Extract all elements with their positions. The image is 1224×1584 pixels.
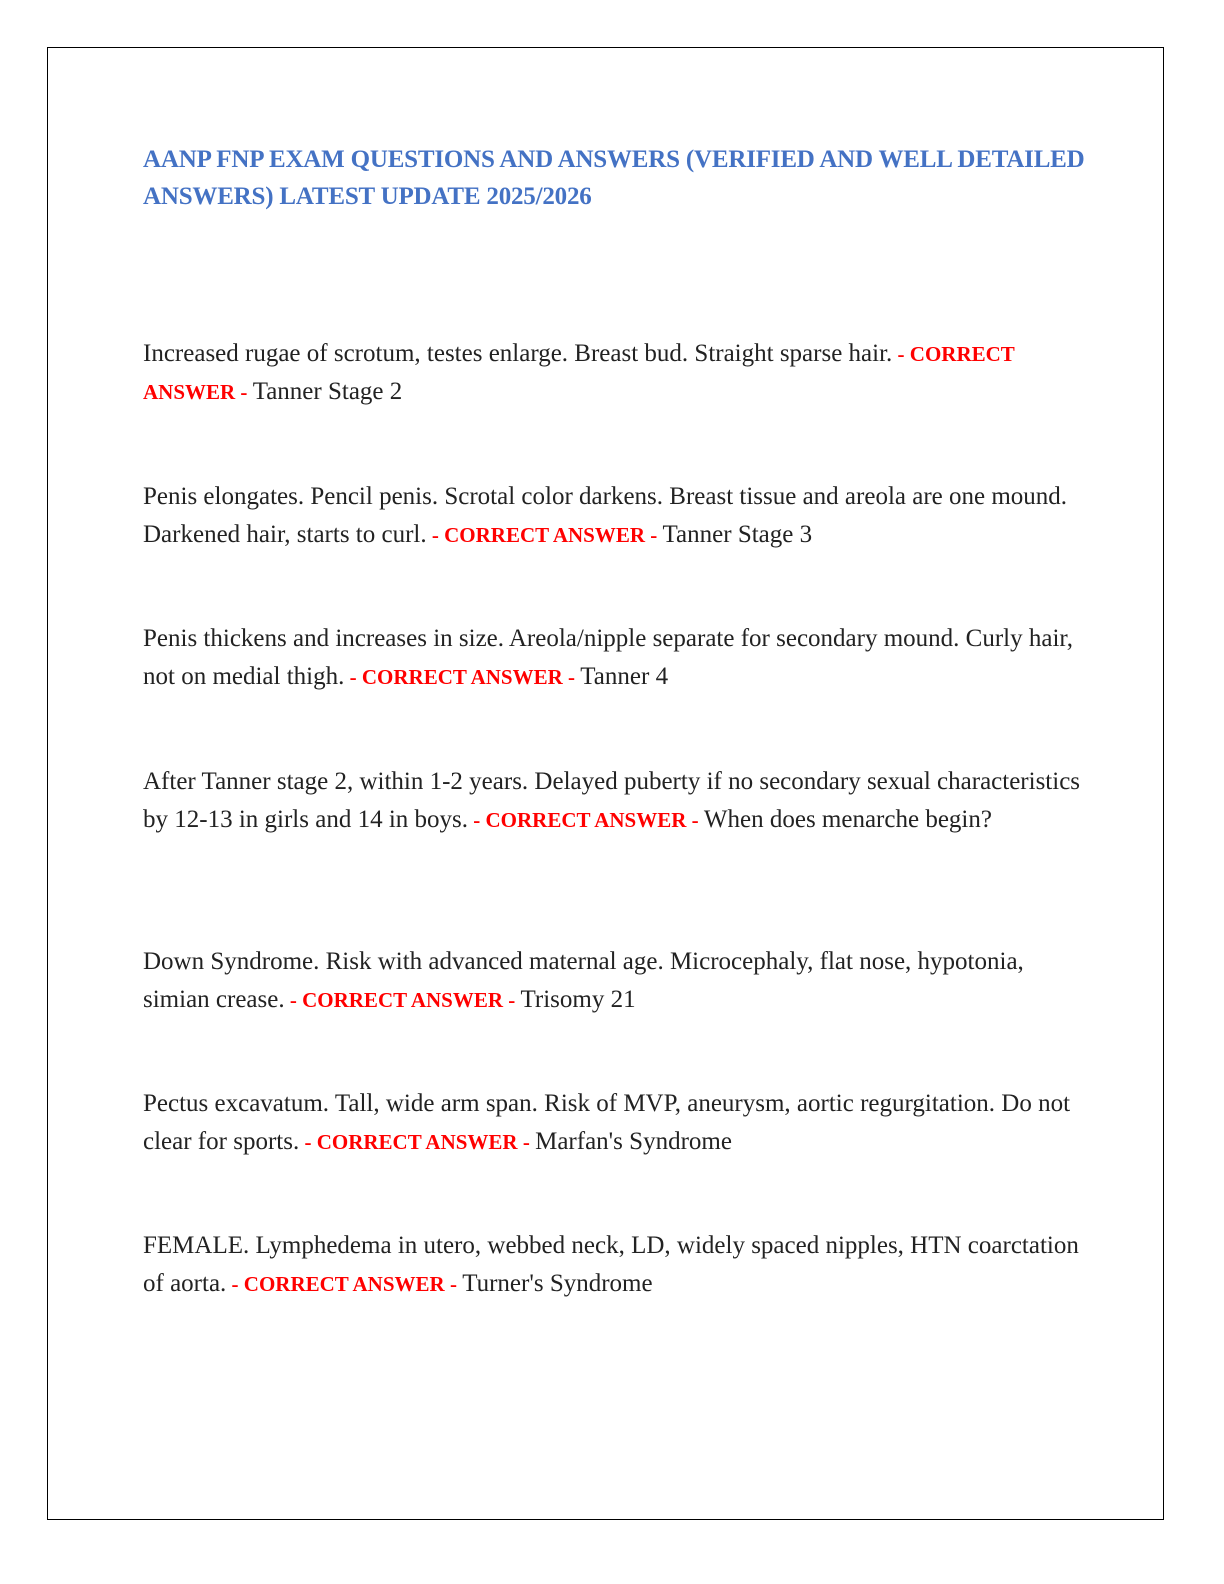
qa-item-7 [143,1227,1083,1303]
question-text: Down Syndrome. Risk with advanced maternal age. Microcephaly, flat nose, hypotonia, simian crease. [143,948,1024,1013]
question-text: Pectus excavatum. Tall, wide arm span. Risk of MVP, aneurysm, aortic regurgitation. Do not clear for sports. [143,1090,1071,1155]
qa-item-5 [143,943,1083,1019]
correct-answer-label: - CORRECT ANSWER - [426,523,663,547]
qa-item-4 [143,763,1083,839]
question-text: Penis thickens and increases in size. Areola/nipple separate for secondary mound. Curly hair, not on medial thigh. [143,625,1073,690]
correct-answer-label: - CORRECT ANSWER - [143,342,1015,404]
correct-answer-label: - CORRECT ANSWER - [299,1130,536,1154]
qa-item-2 [143,478,1083,554]
document-title: AANP FNP EXAM QUESTIONS AND ANSWERS (VERIFIED AND WELL DETAILED ANSWERS) LATEST UPDATE 2025/2026 [143,146,1085,210]
correct-answer-label: - CORRECT ANSWER - [226,1272,463,1296]
correct-answer-label: - CORRECT ANSWER - [468,808,704,832]
qa-item-6 [143,1085,1083,1161]
question-text: Penis elongates. Pencil penis. Scrotal color darkens. Breast tissue and areola are one mound. Darkened hair, starts to curl. [143,483,1068,548]
answer-text: Tanner Stage 3 [662,521,813,548]
correct-answer-label: - CORRECT ANSWER - [344,665,581,689]
qa-item-1 [143,335,1083,411]
answer-text: Turner's Syndrome [462,1270,653,1297]
answer-text: Trisomy 21 [520,986,636,1013]
question-text: After Tanner stage 2, within 1-2 years. Delayed puberty if no secondary sexual characteristics by 12-13 in girls and 14 in boys. [143,768,1081,833]
correct-answer-label: - CORRECT ANSWER - [284,988,521,1012]
question-text: Increased rugae of scrotum, testes enlarge. Breast bud. Straight sparse hair. [143,340,893,367]
answer-text: When does menarche begin? [703,806,992,833]
qa-item-3 [143,620,1083,696]
answer-text: Tanner Stage 2 [252,378,403,405]
question-text: FEMALE. Lymphedema in utero, webbed neck, LD, widely spaced nipples, HTN coarctation of aorta. [143,1232,1079,1297]
answer-text: Tanner 4 [580,663,669,690]
answer-text: Marfan's Syndrome [535,1128,732,1155]
